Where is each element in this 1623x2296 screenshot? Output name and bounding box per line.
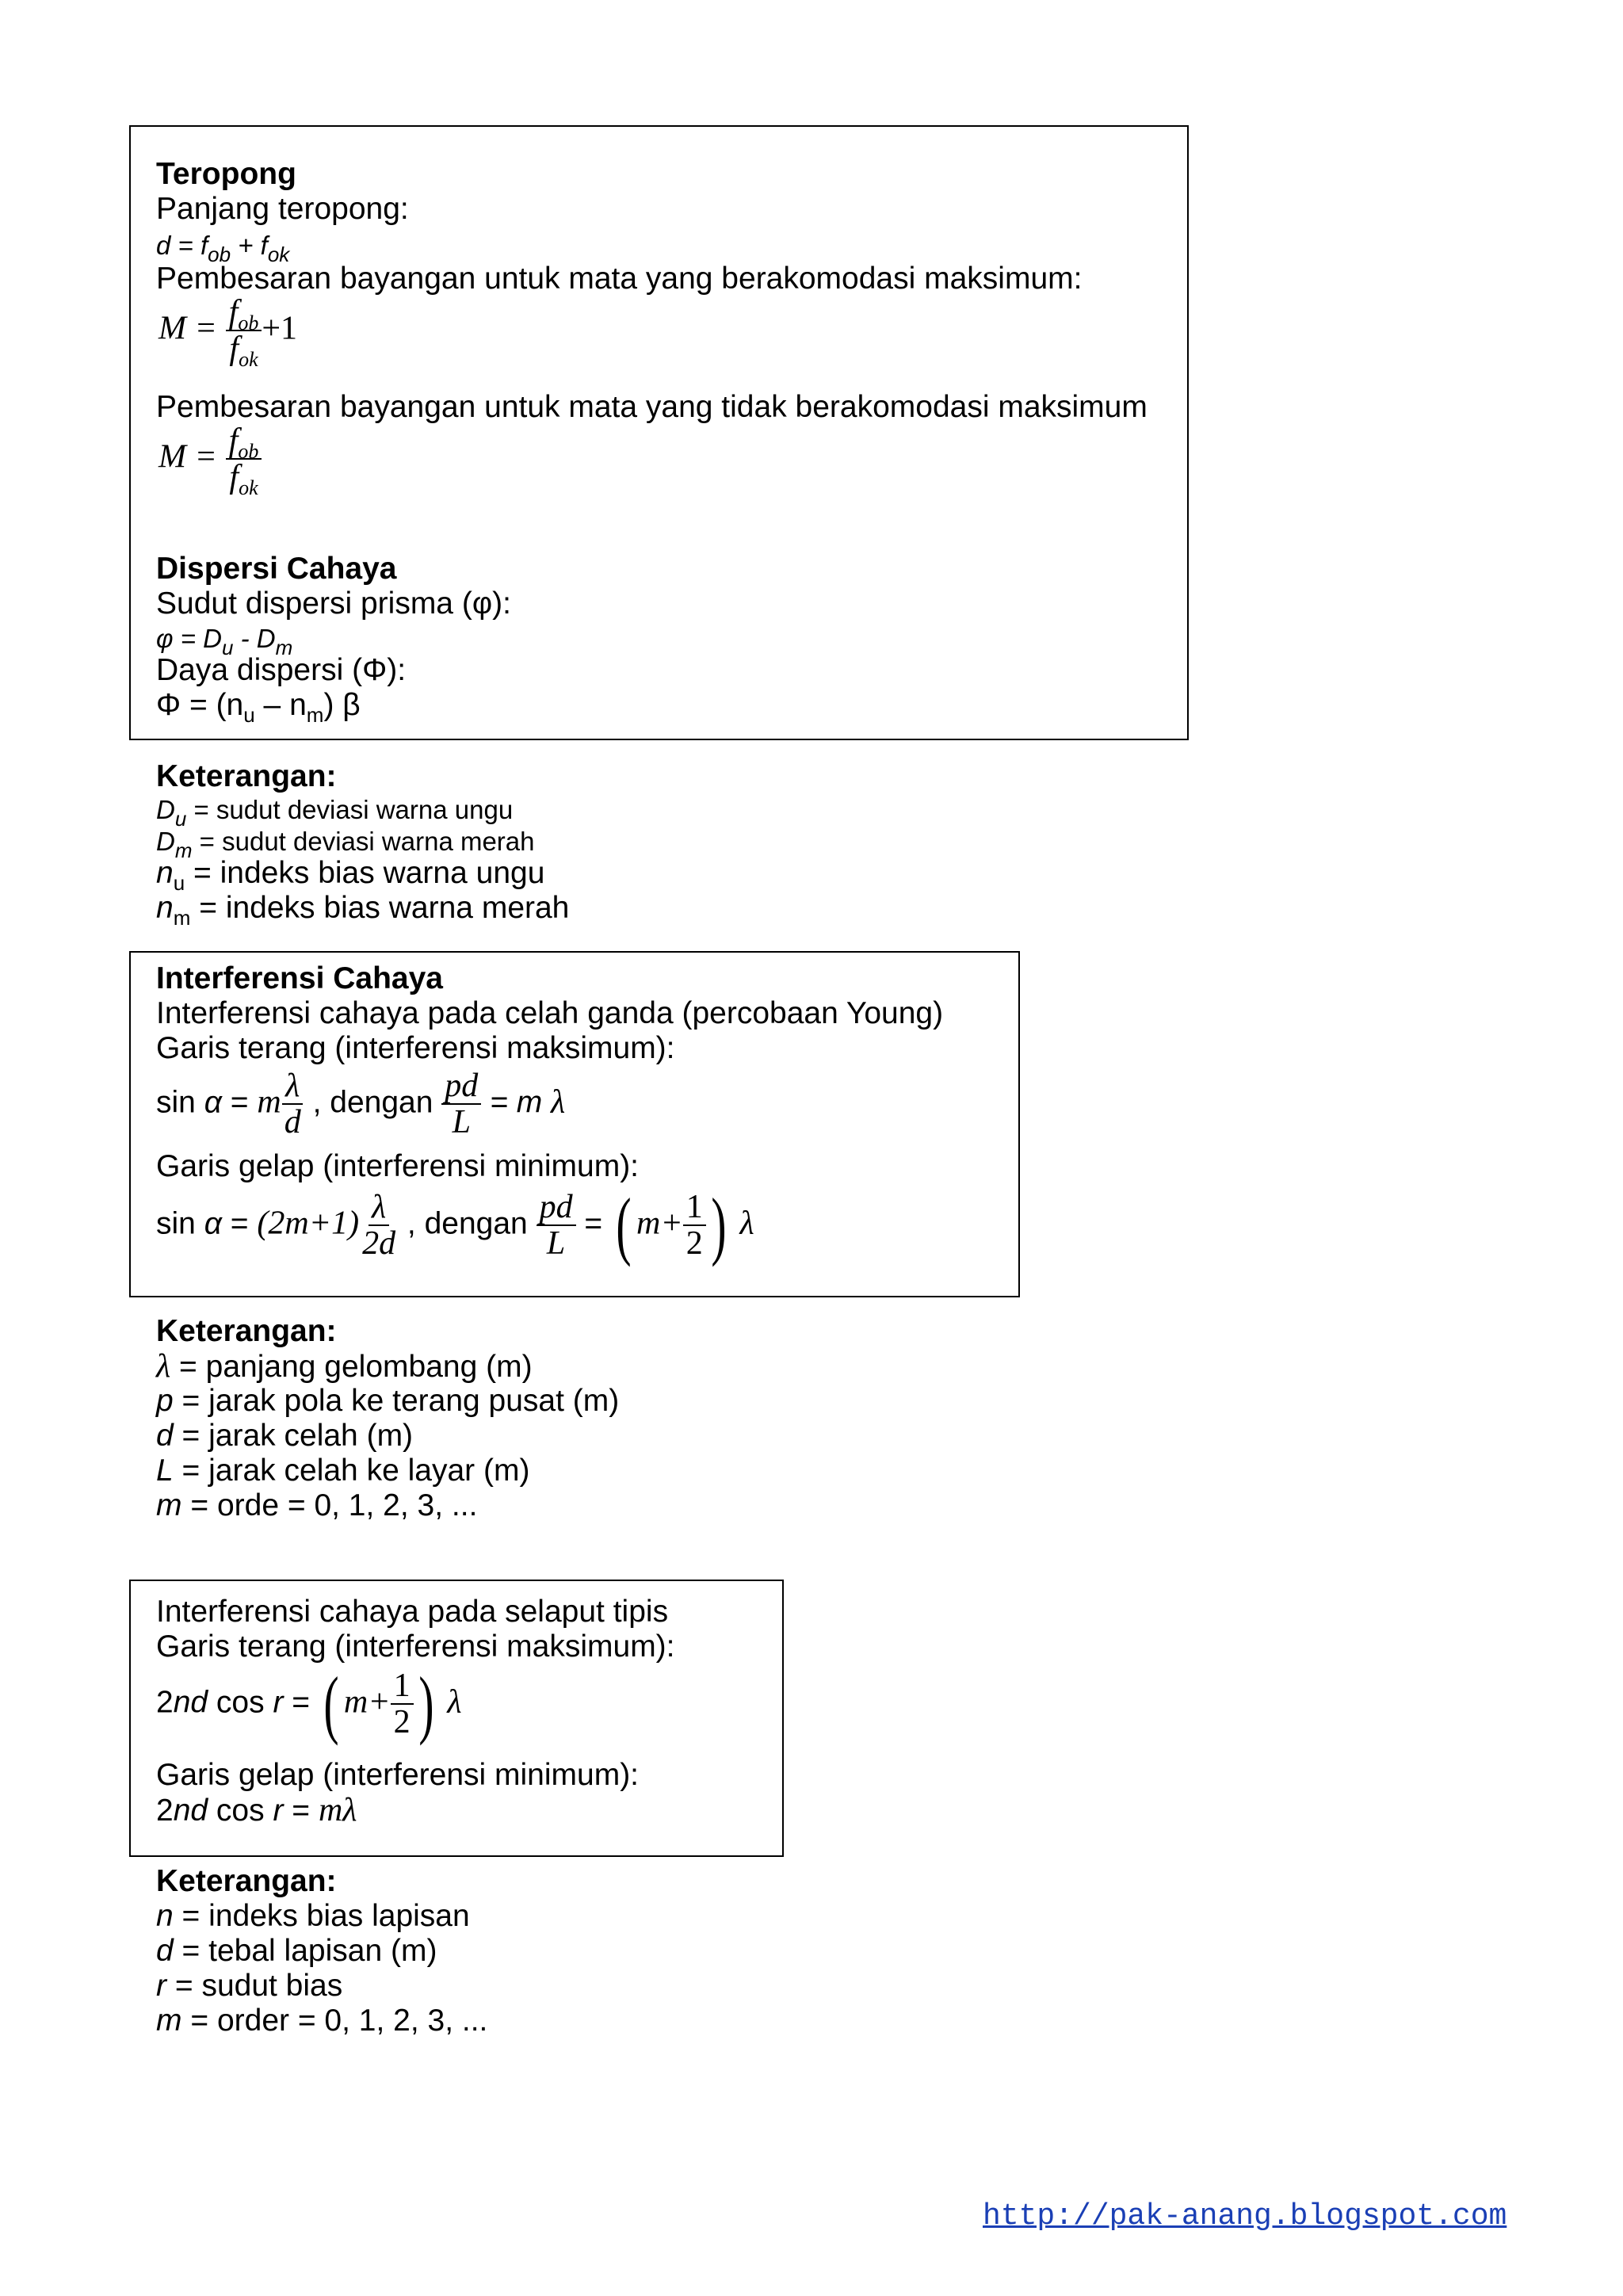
keterangan-1-title: Keterangan: xyxy=(156,759,337,793)
garis-gelap-label: Garis gelap (interferensi minimum): xyxy=(156,1149,640,1183)
keterangan-1-item: $D_u$ = sudut deviasi warna ungu xyxy=(156,795,514,831)
sudut-dispersi-label: Sudut dispersi prisma (φ): xyxy=(156,586,511,621)
selaput-line1: Interferensi cahaya pada selaput tipis xyxy=(156,1595,669,1629)
selaput-gelap-label: Garis gelap (interferensi minimum): xyxy=(156,1758,640,1792)
sudut-dispersi-formula: $\varphi = D_u - D_m$ xyxy=(156,624,293,659)
keterangan-3-item: m = order = 0, 1, 2, 3, ... xyxy=(156,2004,488,2038)
keterangan-3-item: d = tebal lapisan (m) xyxy=(156,1934,437,1968)
garis-gelap-formula: sin α = (2m+1) $\frac{\lambda}{2d}$ , dengan $\frac{pd}{L}$ = ( m+ $\frac{1}{2}$ ) λ xyxy=(156,1182,754,1267)
garis-terang-label: Garis terang (interferensi maksimum): xyxy=(156,1031,675,1065)
pembesaran-tidak-formula: M = $\frac{f_{ob}}{f_{ok}}$ xyxy=(158,423,262,495)
panjang-formula: $d = f_{ob} + f_{ok}$ xyxy=(156,231,290,266)
keterangan-1-item: $D_m$ = sudut deviasi warna merah xyxy=(156,827,535,862)
keterangan-3-title: Keterangan: xyxy=(156,1864,337,1898)
blog-link[interactable]: http://pak-anang.blogspot.com xyxy=(983,2199,1507,2233)
selaput-gelap-formula: 2nd cos r = mλ xyxy=(156,1792,357,1828)
footer xyxy=(983,2197,1507,2234)
daya-dispersi-formula: $\Phi = (n_u - n_m)$ β xyxy=(156,688,361,727)
daya-dispersi-label: Daya dispersi (Φ): xyxy=(156,653,407,687)
keterangan-2-title: Keterangan: xyxy=(156,1314,337,1348)
keterangan-2-item: p = jarak pola ke terang pusat (m) xyxy=(156,1384,620,1418)
interferensi-line1: Interferensi cahaya pada celah ganda (percobaan Young) xyxy=(156,996,944,1030)
pembesaran-tidak-label: Pembesaran bayangan untuk mata yang tidak berakomodasi maksimum xyxy=(156,390,1148,424)
selaput-terang-formula: 2nd cos r = ( m+ $\frac{1}{2}$ ) λ xyxy=(156,1661,462,1746)
garis-terang-formula: sin α = m $\frac{\lambda}{d}$ , dengan $\frac{pd}{L}$ = m λ xyxy=(156,1068,566,1140)
keterangan-2-item: L = jarak celah ke layar (m) xyxy=(156,1454,530,1488)
keterangan-2-item: d = jarak celah (m) xyxy=(156,1419,414,1453)
keterangan-3-item: n = indeks bias lapisan xyxy=(156,1899,470,1933)
keterangan-3-item: r = sudut bias xyxy=(156,1969,343,2003)
pembesaran-max-label: Pembesaran bayangan untuk mata yang berakomodasi maksimum: xyxy=(156,262,1083,296)
keterangan-1-item: $n_u$ = indeks bias warna ungu xyxy=(156,856,545,895)
selaput-terang-label: Garis terang (interferensi maksimum): xyxy=(156,1629,675,1664)
teropong-title: Teropong xyxy=(156,157,296,191)
keterangan-2-item: λ = panjang gelombang (m) xyxy=(156,1348,533,1385)
keterangan-2-item: m = orde = 0, 1, 2, 3, ... xyxy=(156,1488,478,1522)
keterangan-1-item: $n_m$ = indeks bias warna merah xyxy=(156,891,570,930)
interferensi-title: Interferensi Cahaya xyxy=(156,961,443,995)
pembesaran-max-formula: M = $\frac{f_{ob}}{f_{ok}}$ +1 xyxy=(158,294,298,371)
dispersi-title: Dispersi Cahaya xyxy=(156,552,397,586)
panjang-teropong-label: Panjang teropong: xyxy=(156,192,409,226)
